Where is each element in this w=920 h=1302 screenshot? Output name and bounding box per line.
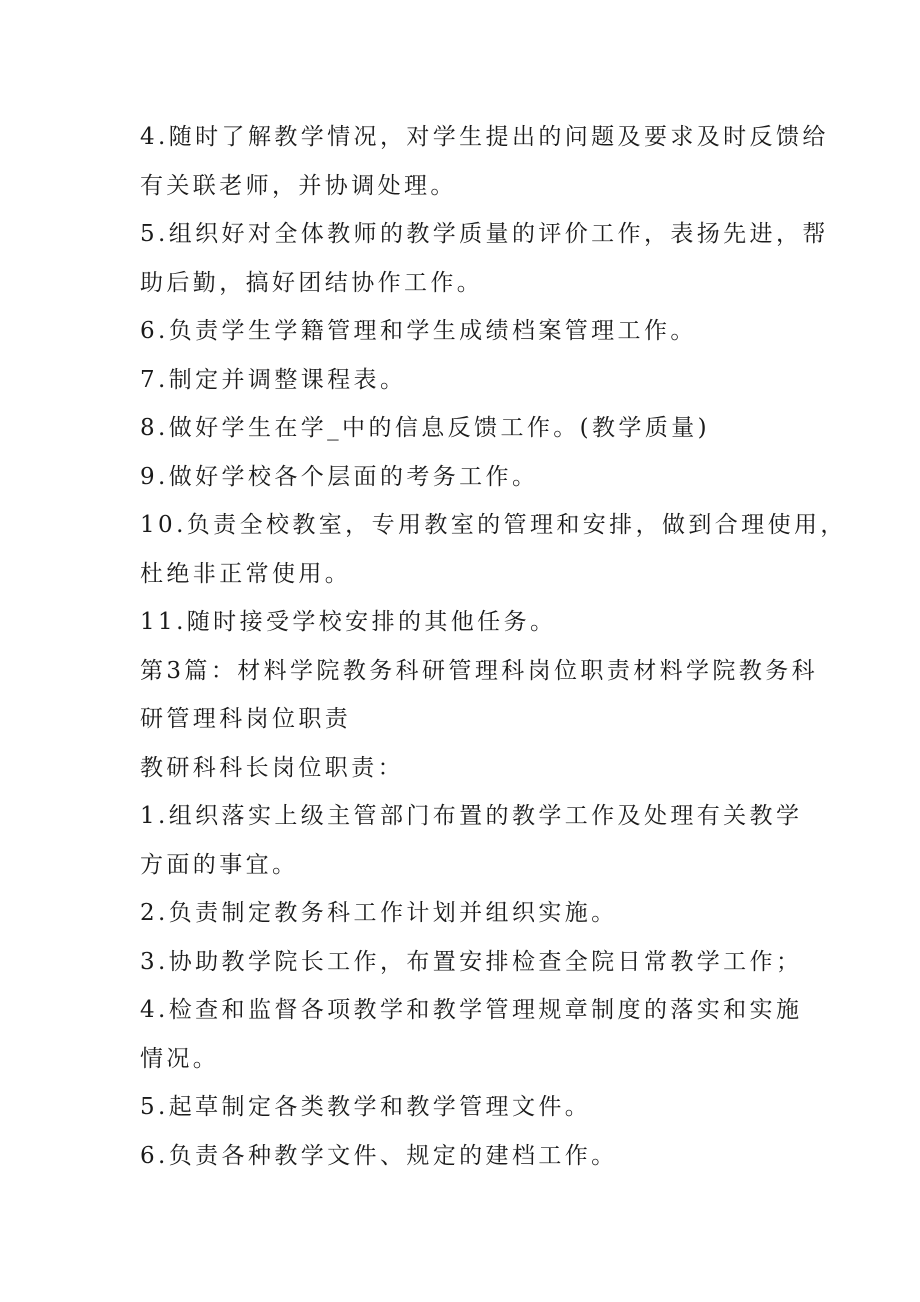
text-line: 2.负责制定教务科工作计划并组织实施。	[140, 900, 618, 926]
text-line: 6.负责学生学籍管理和学生成绩档案管理工作。	[140, 318, 697, 344]
text-line: 11.随时接受学校安排的其他任务。	[140, 609, 557, 635]
section-heading: 第3篇：材料学院教务科研管理科岗位职责材料学院教务科	[140, 657, 819, 684]
subsection-heading: 教研科科长岗位职责：	[140, 754, 404, 781]
text-line: 1.组织落实上级主管部门布置的教学工作及处理有关教学	[140, 803, 803, 829]
text-line: 5.组织好对全体教师的教学质量的评价工作，表扬先进，帮	[140, 221, 829, 247]
text-line: 情况。	[140, 1045, 220, 1072]
text-line: 10.负责全校教室，专用教室的管理和安排，做到合理使用，	[140, 512, 847, 538]
text-line: 4.检查和监督各项教学和教学管理规章制度的落实和实施	[140, 997, 803, 1023]
text-line: 5.起草制定各类教学和教学管理文件。	[140, 1094, 592, 1120]
section-heading: 研管理科岗位职责	[140, 706, 352, 732]
text-line: 方面的事宜。	[140, 851, 299, 878]
document-body	[140, 113, 847, 1180]
text-line: 3.协助教学院长工作，布置安排检查全院日常教学工作；	[140, 948, 803, 975]
text-line: 6.负责各种教学文件、规定的建档工作。	[140, 1142, 618, 1169]
text-line: 4.随时了解教学情况，对学生提出的问题及要求及时反馈给	[140, 124, 829, 150]
text-line: 8.做好学生在学_中的信息反馈工作。(教学质量)	[140, 415, 710, 441]
text-line: 9.做好学校各个层面的考务工作。	[140, 463, 539, 490]
text-line: 杜绝非正常使用。	[140, 560, 352, 587]
text-line: 7.制定并调整课程表。	[140, 366, 407, 393]
text-line: 有关联老师，并协调处理。	[140, 172, 457, 199]
text-line: 助后勤，搞好团结协作工作。	[140, 269, 484, 296]
